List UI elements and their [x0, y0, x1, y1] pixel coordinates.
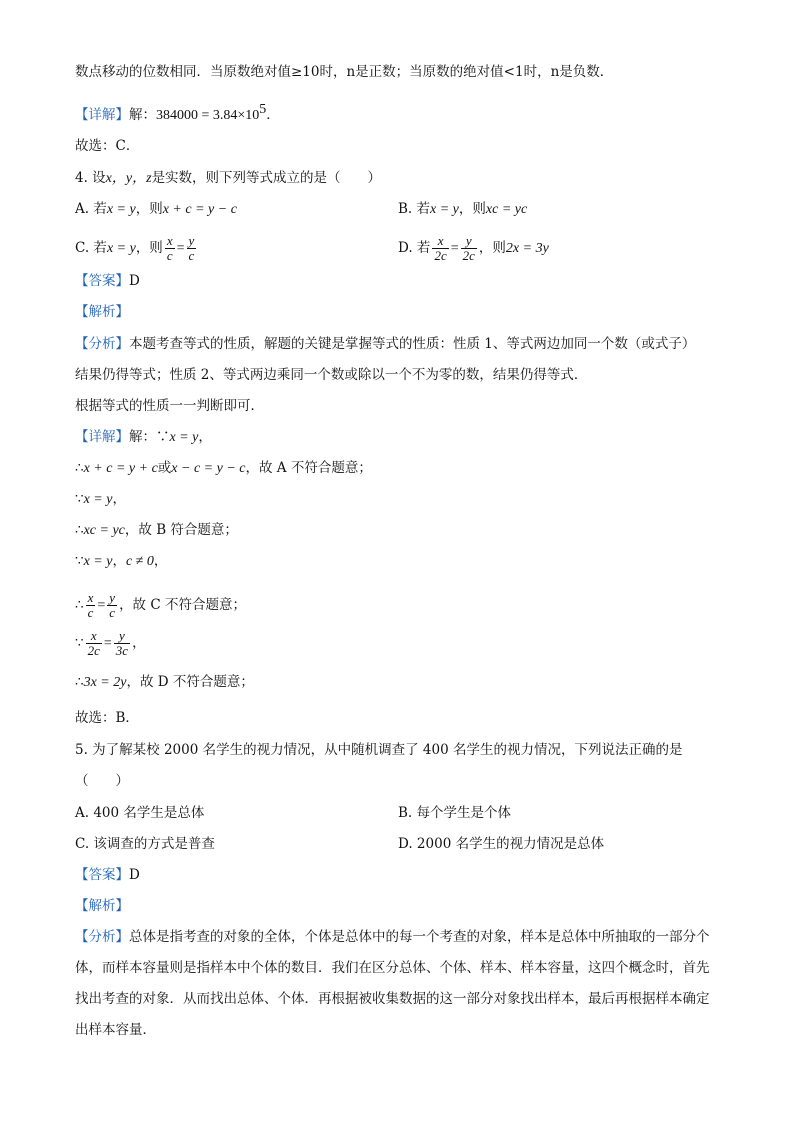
- option-label: C. 若: [75, 240, 107, 256]
- q4-detail-line-3: [75, 489, 725, 510]
- q3-explanation-line: 数点移动的位数相同．当原数绝对值≥10时，n是正数；当原数的绝对值<1时，n是负数．: [75, 64, 614, 80]
- detail-tag: 【详解】: [75, 107, 129, 123]
- step-end: ，: [132, 635, 146, 651]
- step-formula: x = y: [169, 430, 199, 445]
- answer-tag: 【答案】: [75, 867, 129, 883]
- step-formula: xc = yc: [83, 523, 125, 538]
- therefore-symbol: ∴: [75, 460, 84, 476]
- q4-stem-vars: x，y，z: [105, 171, 152, 186]
- option-result: xc = yc: [485, 202, 528, 217]
- answer-tag: 【答案】: [75, 273, 129, 289]
- q5-stem-line-1: 5. 为了解某校 2000 名学生的视力情况，从中随机调查了 400 名学生的视力情况，下列说法正确的是: [75, 742, 683, 758]
- q4-stem: [75, 168, 725, 189]
- step-separator: ，: [112, 553, 126, 569]
- step-end: ，: [198, 429, 212, 445]
- fraction-left: $\frac{x}{2c}$: [434, 233, 447, 263]
- option-condition: x = y: [430, 202, 459, 217]
- detail-formula: 384000 = 3.84×10: [156, 108, 260, 123]
- because-symbol: ∵: [75, 491, 84, 507]
- option-result: 2x = 3y: [505, 241, 549, 256]
- step-end: ，故 B 符合题意；: [124, 522, 238, 538]
- detail-exponent: 5: [259, 102, 267, 117]
- fraction-left: $\frac{x}{2c}$: [87, 628, 100, 658]
- therefore-symbol: ∴: [75, 522, 84, 538]
- option-result: x + c = y − c: [162, 202, 237, 217]
- option-then: ，则: [135, 240, 163, 256]
- step-formula: x + c = y + c: [83, 461, 158, 476]
- analysis-tag: 【解析】: [75, 304, 129, 320]
- analysis-label: 【分析】: [75, 929, 129, 945]
- q4-analysis-line-1: [75, 334, 725, 354]
- analysis-text: 本题考查等式的性质，解题的关键是掌握等式的性质：性质 1、等式两边加同一个数（或式子）: [129, 336, 696, 352]
- q4-detail-line-1: [75, 427, 725, 448]
- analysis-tag: 【解析】: [75, 898, 129, 914]
- detail-intro: 解：∵: [129, 429, 170, 445]
- q4-option-d: D. 若 $\frac{x}{2c}$ = $\frac{y}{2c}$ ，则2x = 3y: [398, 233, 549, 263]
- q5-option-a: A. 400 名学生是总体: [75, 805, 205, 821]
- option-label: D. 若: [398, 240, 431, 256]
- q5-analysis-tag: [75, 896, 725, 916]
- step-end: ，故 D 不符合题意；: [126, 674, 254, 690]
- analysis-text: 总体是指考查的对象的全体，个体是总体中的每一个考查的对象，样本是总体中所抽取的一部分个体，而样本容量则是指样本中个体的数目．我们在区分总体、个体、样本、样本容量，这四个概念时，首先找出考查的对象．从而找出总体、个体．再根据被收集数据的这一部分对象找出样本，最后再根据样本确定出样本容量．: [75, 929, 710, 1038]
- because-symbol: ∵: [75, 635, 84, 651]
- q5-option-b: B. 每个学生是个体: [398, 805, 512, 821]
- option-condition: x = y: [106, 202, 136, 217]
- fraction-right: $\frac{y}{3c}$: [115, 628, 129, 658]
- option-then: ，则: [478, 240, 506, 256]
- answer-value: D: [129, 867, 140, 883]
- option-label: A. 若: [75, 201, 107, 217]
- q4-detail-line-2: [75, 458, 725, 479]
- step-formula: 3x = 2y: [83, 675, 127, 690]
- analysis-label: 【分析】: [75, 336, 129, 352]
- q4-detail-line-5: [75, 551, 725, 572]
- step-formula: x = y: [83, 554, 113, 569]
- q4-final-answer: 故选：B．: [75, 710, 139, 726]
- option-label: B. 若: [398, 201, 431, 217]
- option-then: ，则: [458, 201, 486, 217]
- fraction-left: $\frac{x}{c}$: [166, 233, 173, 263]
- q5-answer: [75, 865, 725, 885]
- therefore-symbol: ∴: [75, 597, 84, 613]
- step-end: ，故 C 不符合题意；: [119, 597, 246, 613]
- q4-answer: [75, 271, 725, 291]
- q4-option-a: [75, 199, 237, 220]
- option-then: ，则: [135, 201, 163, 217]
- q4-detail-line-7: ∵ $\frac{x}{2c}$ = $\frac{y}{3c}$ ，: [75, 628, 146, 658]
- step-end: ，: [112, 491, 126, 507]
- q5-option-d: D. 2000 名学生的视力情况是总体: [398, 836, 605, 852]
- q4-analysis-line-2: 结果仍得等式；性质 2、等式两边乘同一个数或除以一个不为零的数，结果仍得等式．: [75, 367, 588, 383]
- fraction-right: $\frac{y}{2c}$: [462, 233, 475, 263]
- q4-analysis-line-3: 根据等式的性质一一判断即可．: [75, 398, 264, 414]
- q4-detail-line-4: [75, 520, 725, 541]
- detail-text: 解：: [129, 107, 156, 123]
- q4-analysis-tag: [75, 302, 725, 322]
- therefore-symbol: ∴: [75, 674, 84, 690]
- q5-option-c: C. 该调查的方式是普查: [75, 836, 215, 852]
- q4-option-b: [398, 199, 527, 220]
- step-end: ，: [153, 553, 168, 569]
- fraction-left: $\frac{x}{c}$: [87, 590, 94, 620]
- q4-option-c: C. 若x = y，则 $\frac{x}{c}$ = $\frac{y}{c}$: [75, 233, 195, 263]
- q3-detail-line: [75, 100, 725, 126]
- q4-detail-line-6: ∴ $\frac{x}{c}$ = $\frac{y}{c}$ ，故 C 不符合题意；: [75, 590, 246, 620]
- because-symbol: ∵: [75, 553, 84, 569]
- q4-stem-suffix: 是实数，则下列等式成立的是（ ）: [151, 170, 382, 186]
- q4-detail-line-8: [75, 672, 725, 693]
- detail-tag: 【详解】: [75, 429, 129, 445]
- step-condition: c ≠ 0: [125, 554, 154, 569]
- step-formula: x − c = y − c: [171, 461, 246, 476]
- detail-end: ．: [266, 107, 280, 123]
- fraction-right: $\frac{y}{c}$: [188, 233, 195, 263]
- option-condition: x = y: [106, 241, 136, 256]
- q3-final-answer: 故选：C．: [75, 138, 140, 154]
- q5-stem-line-2: （ ）: [75, 773, 129, 789]
- step-or: 或: [157, 460, 172, 476]
- q5-analysis-paragraph: [75, 922, 715, 1046]
- step-formula: x = y: [83, 492, 113, 507]
- fraction-right: $\frac{y}{c}$: [109, 590, 116, 620]
- answer-value: D: [129, 273, 140, 289]
- step-end: ，故 A 不符合题意；: [245, 460, 372, 476]
- q4-stem-prefix: 4. 设: [75, 170, 106, 186]
